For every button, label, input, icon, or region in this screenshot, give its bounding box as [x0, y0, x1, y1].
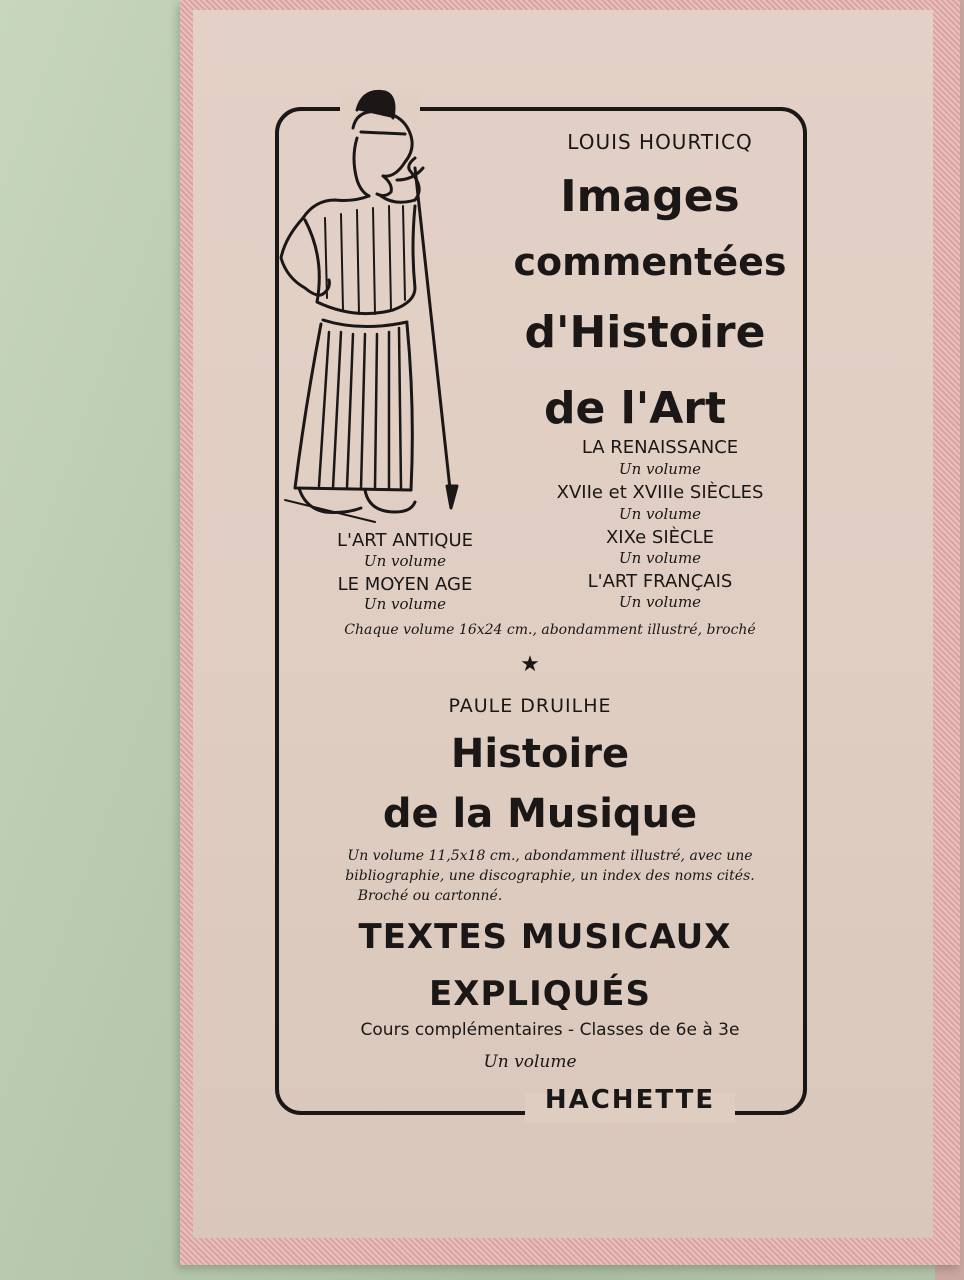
star-separator: ★ — [520, 652, 540, 677]
volume-art-antique-note: Un volume — [363, 552, 447, 570]
title-histoire: Histoire — [450, 731, 630, 777]
courses-line: Cours complémentaires - Classes de 6e à 3e — [360, 1020, 740, 1040]
desc-line-3: Broché ou cartonné. — [357, 888, 503, 904]
volume-renaissance-note: Un volume — [618, 460, 702, 478]
volume-moyen-age: LE MOYEN AGE — [337, 574, 473, 595]
author-druilhe: PAULE DRUILHE — [448, 695, 612, 717]
volume-17-18-note: Un volume — [618, 505, 702, 523]
publisher-hachette: HACHETTE — [544, 1085, 716, 1115]
volume-moyen-age-note: Un volume — [363, 595, 447, 613]
volume-art-antique: L'ART ANTIQUE — [336, 530, 473, 551]
title-textes-musicaux: TEXTES MUSICAUX — [358, 917, 732, 957]
author-hourticq: LOUIS HOURTICQ — [567, 130, 753, 154]
volume-19: XIXe SIÈCLE — [605, 527, 715, 548]
title-commentees: commentées — [513, 240, 787, 284]
title-images: Images — [560, 171, 740, 222]
courses-volume-note: Un volume — [483, 1052, 577, 1072]
desc-line-1: Un volume 11,5x18 cm., abondamment illustré, avec une — [347, 848, 753, 864]
title-de-la-musique: de la Musique — [382, 791, 698, 837]
volume-renaissance: LA RENAISSANCE — [581, 437, 739, 458]
title-de-lart: de l'Art — [544, 383, 726, 434]
volume-17-18: XVIIe et XVIIIe SIÈCLES — [556, 482, 764, 503]
title-expliques: EXPLIQUÉS — [429, 974, 651, 1014]
volume-art-francais-note: Un volume — [618, 593, 702, 611]
volume-art-francais: L'ART FRANÇAIS — [587, 571, 733, 592]
athena-statue-illustration — [265, 88, 475, 528]
volume-19-note: Un volume — [618, 549, 702, 567]
format-note-1: Chaque volume 16x24 cm., abondamment illustré, broché — [344, 622, 756, 638]
title-dhistoire: d'Histoire — [524, 307, 766, 358]
desc-line-2: bibliographie, une discographie, un index des noms cités. — [345, 868, 755, 884]
